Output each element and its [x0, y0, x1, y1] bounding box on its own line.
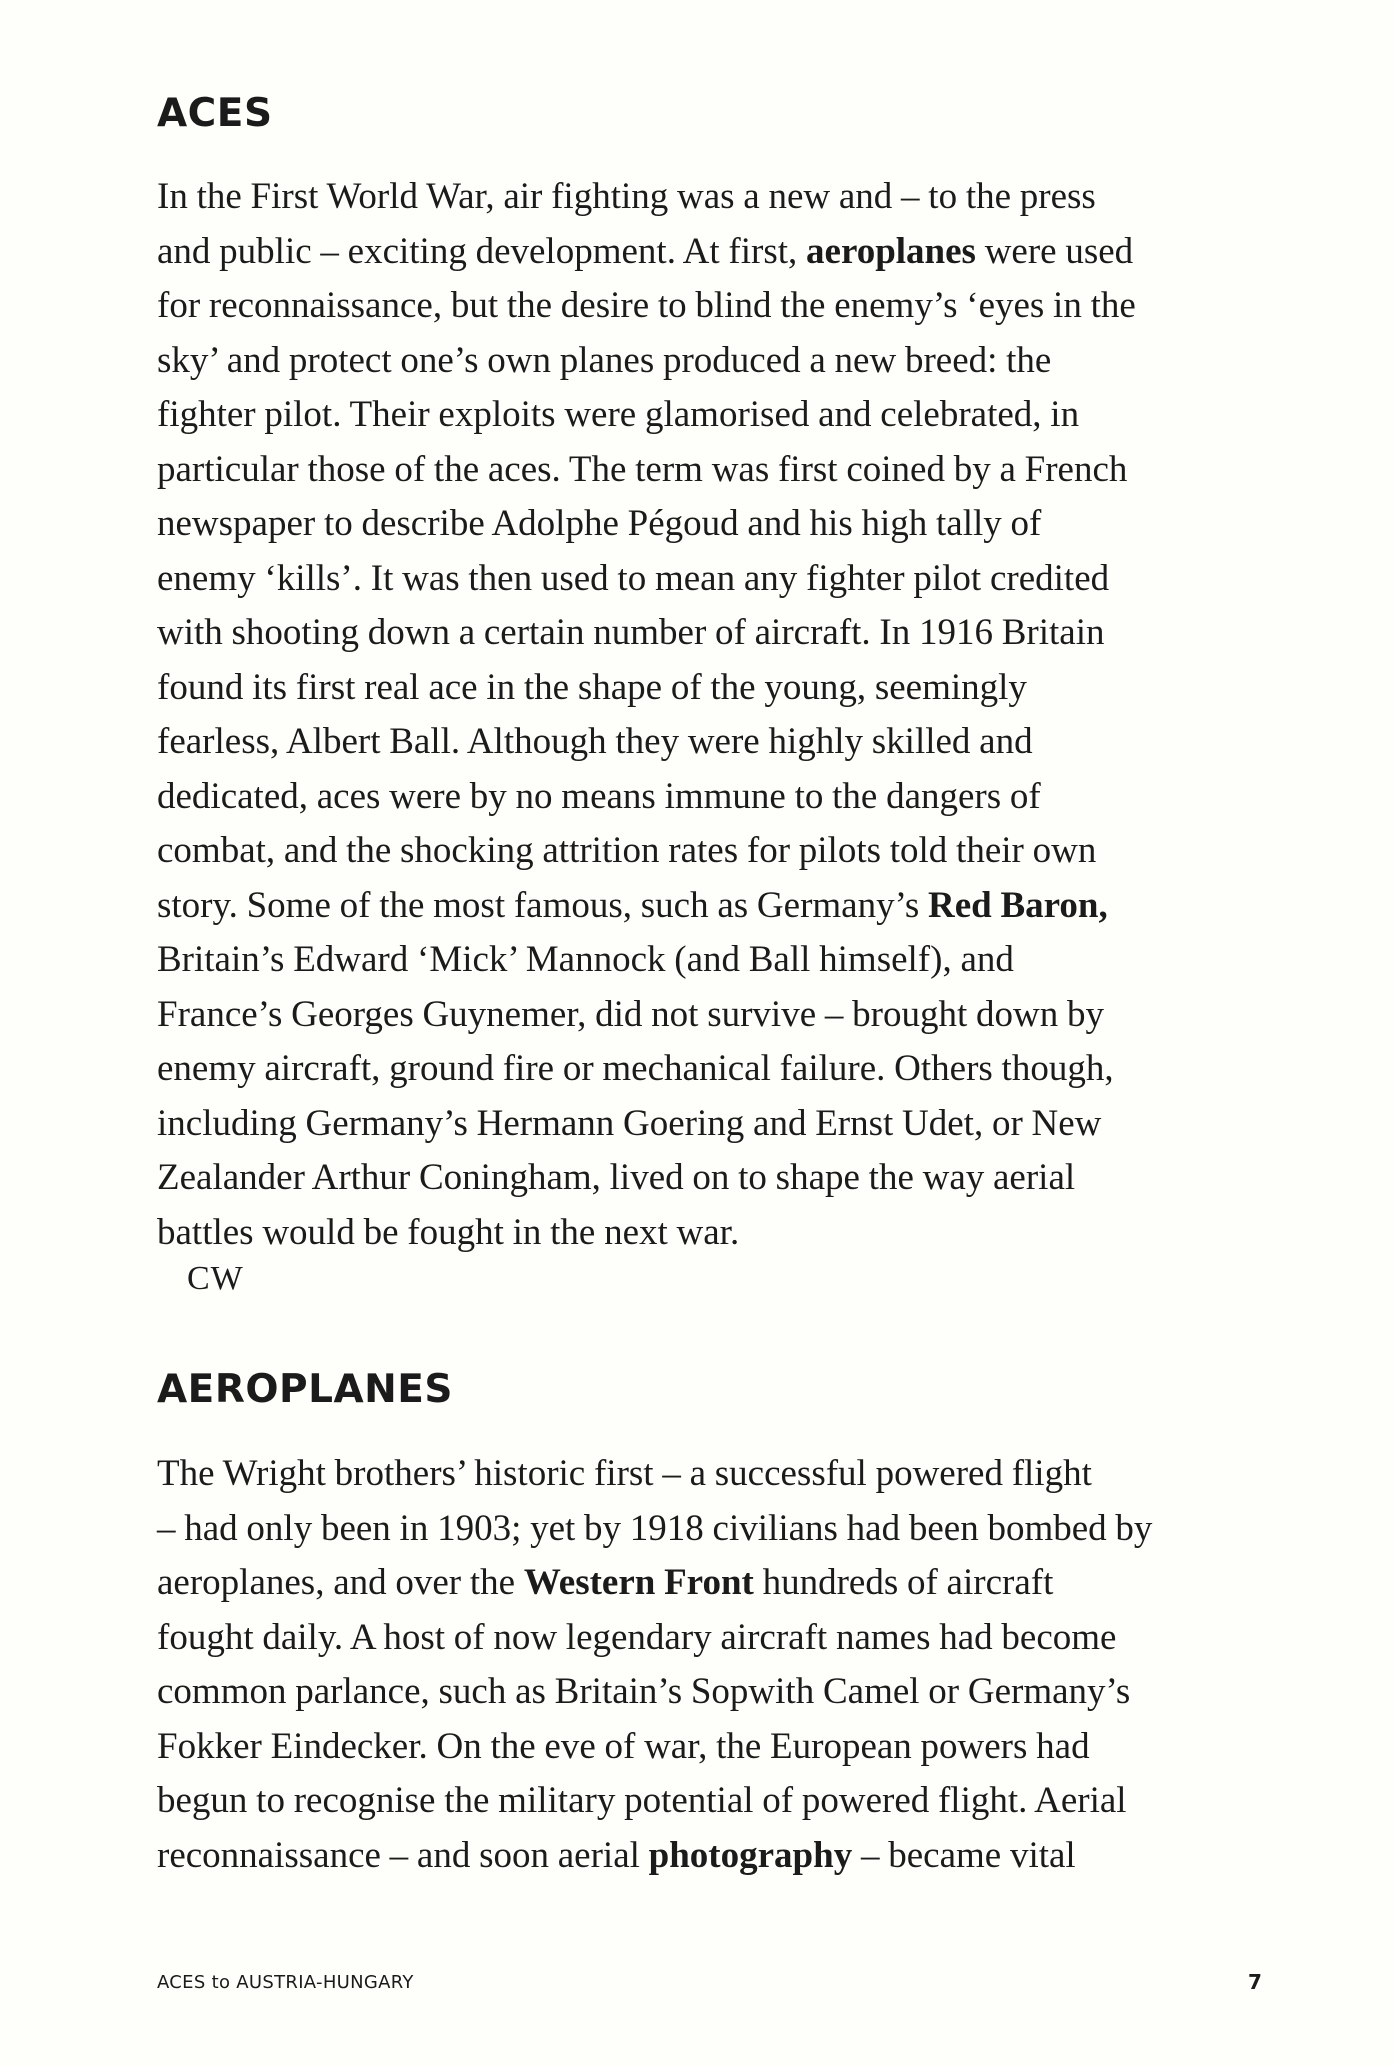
text-line: fighter pilot. Their exploits were glamorised and celebrated, in — [157, 394, 1080, 435]
text-line: particular those of the aces. The term was first coined by a French — [157, 448, 1128, 490]
text-line: including Germany’s Hermann Goering and Ernst Udet, or New — [157, 1102, 1102, 1144]
text-line: fought daily. A host of now legendary aircraft names had become — [157, 1616, 1117, 1658]
text-line: Britain’s Edward ‘Mick’ Mannock (and Ball himself), and — [157, 939, 1014, 980]
text-line: Zealander Arthur Coningham, lived on to shape the way aerial — [157, 1157, 1076, 1198]
text-line: enemy ‘kills’. It was then used to mean any fighter pilot credited — [157, 557, 1110, 599]
bold-term: photography — [648, 1834, 853, 1876]
text-line: begun to recognise the military potential of powered flight. Aerial — [157, 1780, 1127, 1821]
text-line: The Wright brothers’ historic first – a successful powered flight — [157, 1453, 1092, 1494]
text-line: France’s Georges Guynemer, did not survive – brought down by — [157, 993, 1104, 1035]
text-line: found its first real ace in the shape of the young, seemingly — [157, 666, 1027, 708]
section-heading-aeroplanes: AEROPLANES — [157, 1367, 453, 1412]
text-line: and public – exciting development. At first, aeroplanes were used — [157, 230, 1134, 272]
text-line: Fokker Eindecker. On the eve of war, the European powers had — [157, 1725, 1090, 1767]
text-line: common parlance, such as Britain’s Sopwith Camel or Germany’s — [157, 1671, 1131, 1712]
text-line: fearless, Albert Ball. Although they were highly skilled and — [157, 721, 1033, 762]
text-line: dedicated, aces were by no means immune to the dangers of — [157, 775, 1041, 817]
author-signature: CW — [187, 1260, 244, 1297]
text-line: In the First World War, air fighting was a new and – to the press — [157, 176, 1096, 217]
section-heading-aces: ACES — [157, 91, 273, 136]
text-line: combat, and the shocking attrition rates for pilots told their own — [157, 830, 1097, 871]
bold-term: aeroplanes — [806, 230, 976, 272]
text-line: battles would be fought in the next war. — [157, 1211, 740, 1253]
text-line: enemy aircraft, ground fire or mechanical failure. Others though, — [157, 1048, 1114, 1089]
text-line: reconnaissance – and soon aerial photography – became vital — [157, 1834, 1076, 1876]
section-body-aeroplanes — [157, 1447, 1277, 1883]
page-number: 7 — [1248, 1970, 1262, 1994]
text-line: with shooting down a certain number of aircraft. In 1916 Britain — [157, 612, 1105, 653]
text-line: sky’ and protect one’s own planes produced a new breed: the — [157, 339, 1052, 381]
bold-term: Western Front — [523, 1562, 754, 1603]
section-body-aces — [157, 170, 1277, 1260]
bold-term: Red Baron, — [928, 884, 1108, 926]
text-line: newspaper to describe Adolphe Pégoud and his high tally of — [157, 503, 1042, 544]
text-line: story. Some of the most famous, such as Germany’s Red Baron, — [157, 884, 1108, 926]
text-line: – had only been in 1903; yet by 1918 civilians had been bombed by — [157, 1507, 1153, 1549]
text-line: aeroplanes, and over the Western Front hundreds of aircraft — [157, 1562, 1054, 1603]
text-line: for reconnaissance, but the desire to blind the enemy’s ‘eyes in the — [157, 285, 1136, 326]
running-title: ACES to AUSTRIA-HUNGARY — [157, 1972, 414, 1993]
